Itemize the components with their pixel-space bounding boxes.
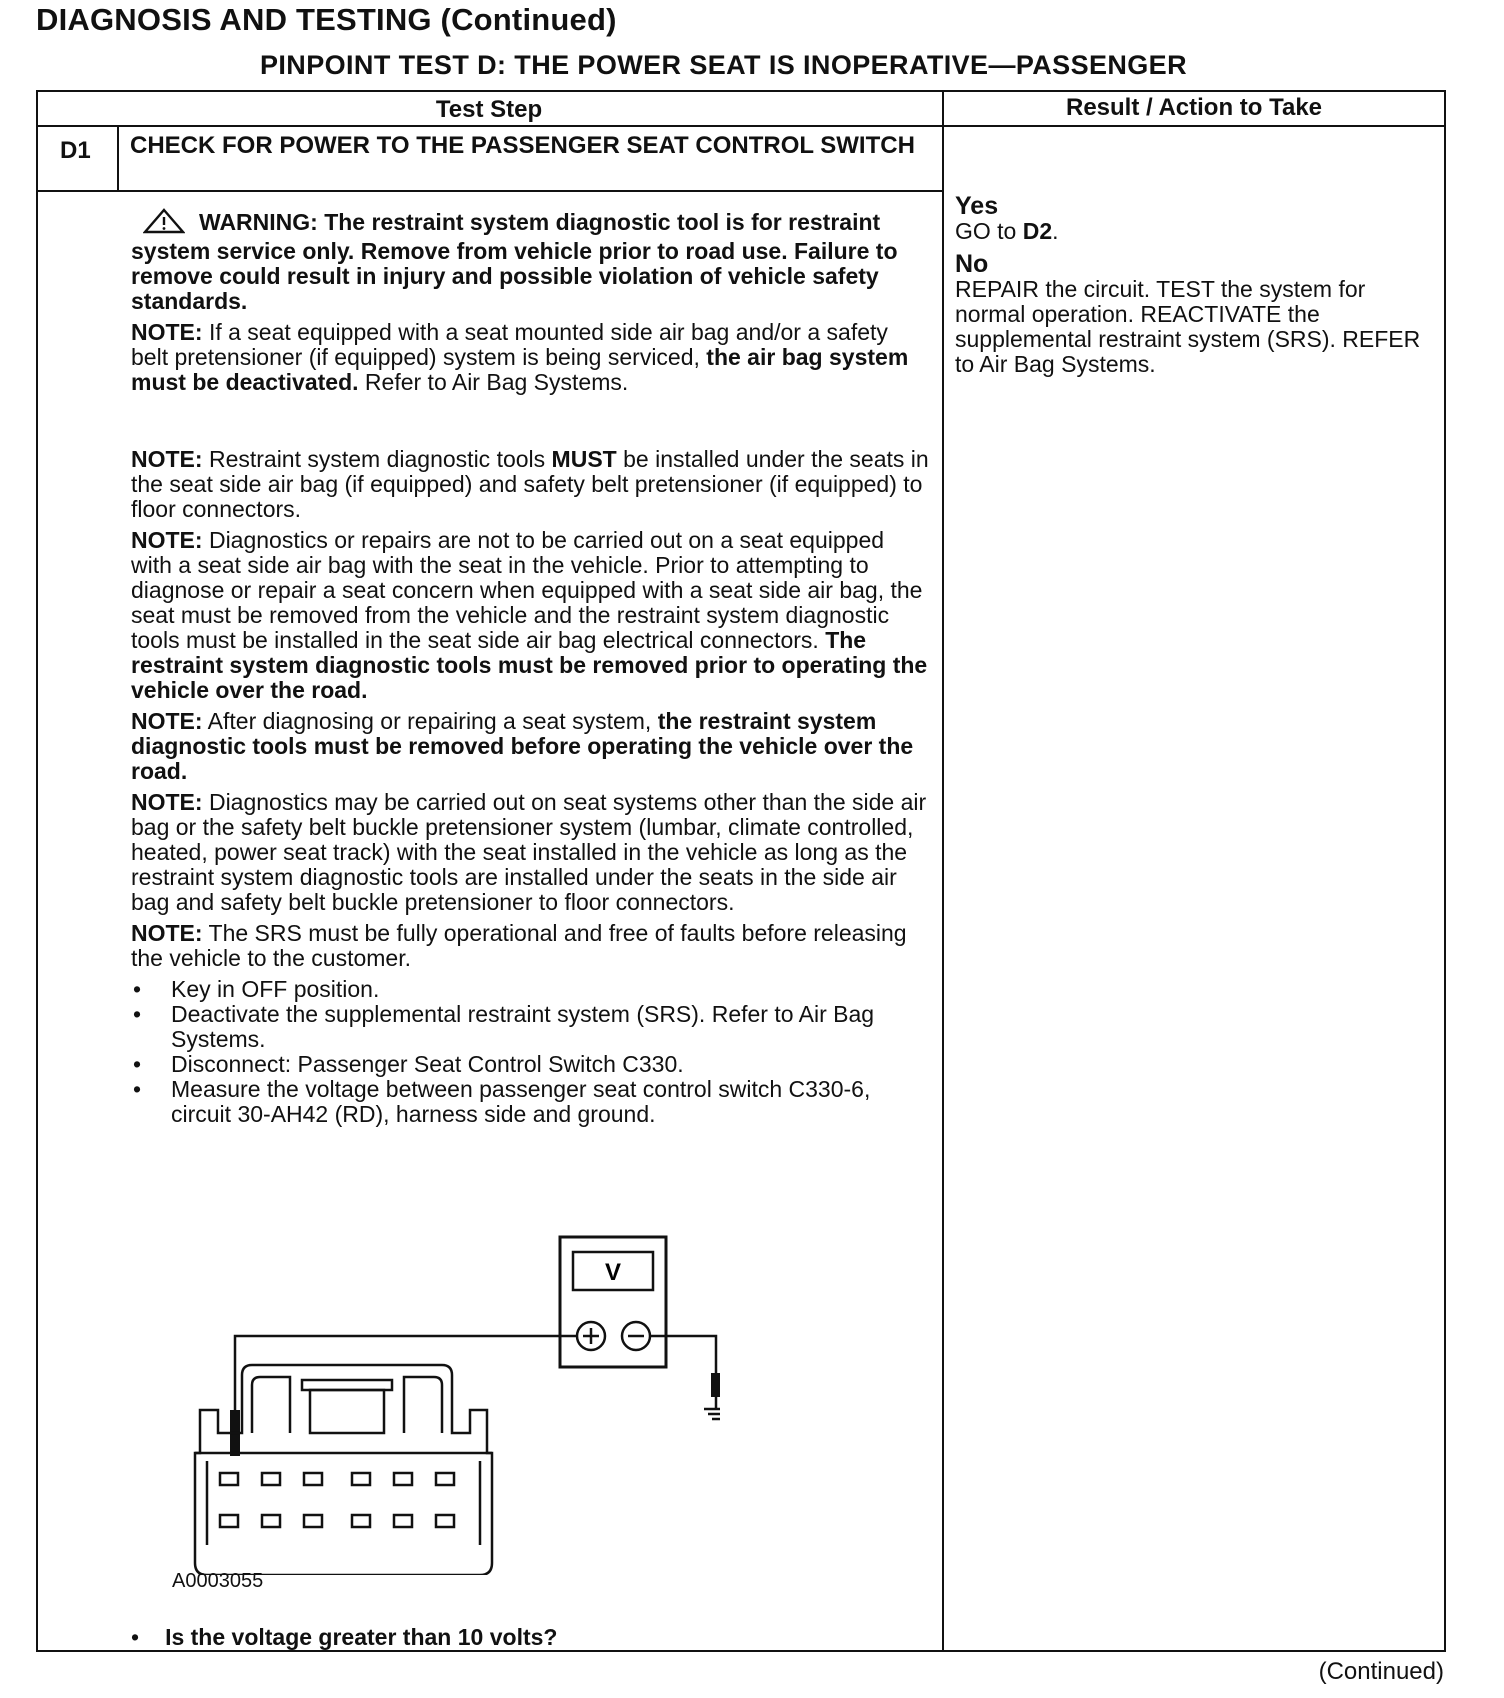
list-item: • Measure the voltage between passenger seat control switch C330-6, circuit 30-AH42 (RD), harness side and ground. (131, 1077, 931, 1127)
procedure-steps (131, 977, 931, 1127)
result-yes-text: GO to D2. (955, 218, 1059, 244)
result-action (955, 190, 1425, 385)
step-title: CHECK FOR POWER TO THE PASSENGER SEAT CONTROL SWITCH (130, 132, 915, 159)
header-result-action: Result / Action to Take (1065, 94, 1323, 121)
pinpoint-test-title: PINPOINT TEST D: THE POWER SEAT IS INOPERATIVE—PASSENGER (260, 50, 1187, 80)
result-no-text: REPAIR the circuit. TEST the system for normal operation. REACTIVATE the supplemental restraint system (SRS). REFER to Air Bag Systems. (955, 276, 1421, 377)
connector-pins (220, 1473, 454, 1527)
warning-triangle-icon (143, 208, 185, 239)
note-4: NOTE: After diagnosing or repairing a seat system, the restraint system diagnostic tools must be removed before operating the vehicle over the road. (131, 708, 914, 784)
voltmeter-label: V (604, 1259, 622, 1286)
step-id: D1 (60, 137, 91, 164)
list-item: • Disconnect: Passenger Seat Control Switch C330. (131, 1052, 931, 1077)
note-3: NOTE: Diagnostics or repairs are not to be carried out on a seat equipped with a seat side air bag with the seat in the vehicle. Prior to attempting to diagnose or repair a seat concern when equipped with a seat side air bag, the seat must be removed from the vehicle and the restraint system diagnostic tools must be installed in the seat side air bag electrical connectors. The restraint system diagnostic tools must be removed prior to operating the vehicle over the road. (131, 527, 928, 703)
warning-text: WARNING: The restraint system diagnostic tool is for restraint system service only. Remove from vehicle prior to road use. Failure to remove could result in injury and possible violation of vehicle safety standards. (131, 209, 898, 314)
header-divider (36, 125, 1446, 127)
list-item: • Key in OFF position. (131, 977, 931, 1002)
page-heading: DIAGNOSIS AND TESTING (Continued) (36, 2, 617, 37)
continued-label: (Continued) (1318, 1658, 1444, 1685)
note-6: NOTE: The SRS must be fully operational and free of faults before releasing the vehicle to the customer. (131, 920, 907, 971)
column-divider (942, 90, 944, 1652)
step-title-divider (36, 190, 942, 192)
note-5: NOTE: Diagnostics may be carried out on seat systems other than the side air bag or the safety belt buckle pretensioner system (lumbar, climate controlled, heated, power seat track) with the seat installed in the vehicle as long as the restraint system diagnostic tools are installed under the seats in the side air bag and safety belt buckle pretensioner to floor connectors. (131, 789, 927, 915)
note-1: NOTE: If a seat equipped with a seat mounted side air bag and/or a safety belt pretensioner (if equipped) system is being serviced, the air bag system must be deactivated. Refer to Air Bag Systems. (131, 319, 909, 395)
figure-id: A0003055 (172, 1570, 264, 1592)
ground-icon (704, 1409, 720, 1419)
result-no-label: No (955, 250, 989, 278)
connector-voltmeter-diagram (190, 1225, 720, 1575)
note-2: NOTE: Restraint system diagnostic tools MUST be installed under the seats in the seat side air bag (if equipped) and safety belt pretensioner (if equipped) to floor connectors. (131, 446, 929, 522)
result-yes-label: Yes (955, 192, 999, 220)
step-id-divider (117, 125, 119, 191)
list-item: • Deactivate the supplemental restraint system (SRS). Refer to Air Bag Systems. (131, 1002, 931, 1052)
connector-c330 (195, 1365, 492, 1575)
step-instructions (131, 208, 931, 1127)
header-test-step: Test Step (435, 96, 543, 123)
positive-lead (235, 1336, 577, 1410)
warning-paragraph (131, 208, 931, 314)
test-question: • Is the voltage greater than 10 volts? (131, 1624, 557, 1651)
